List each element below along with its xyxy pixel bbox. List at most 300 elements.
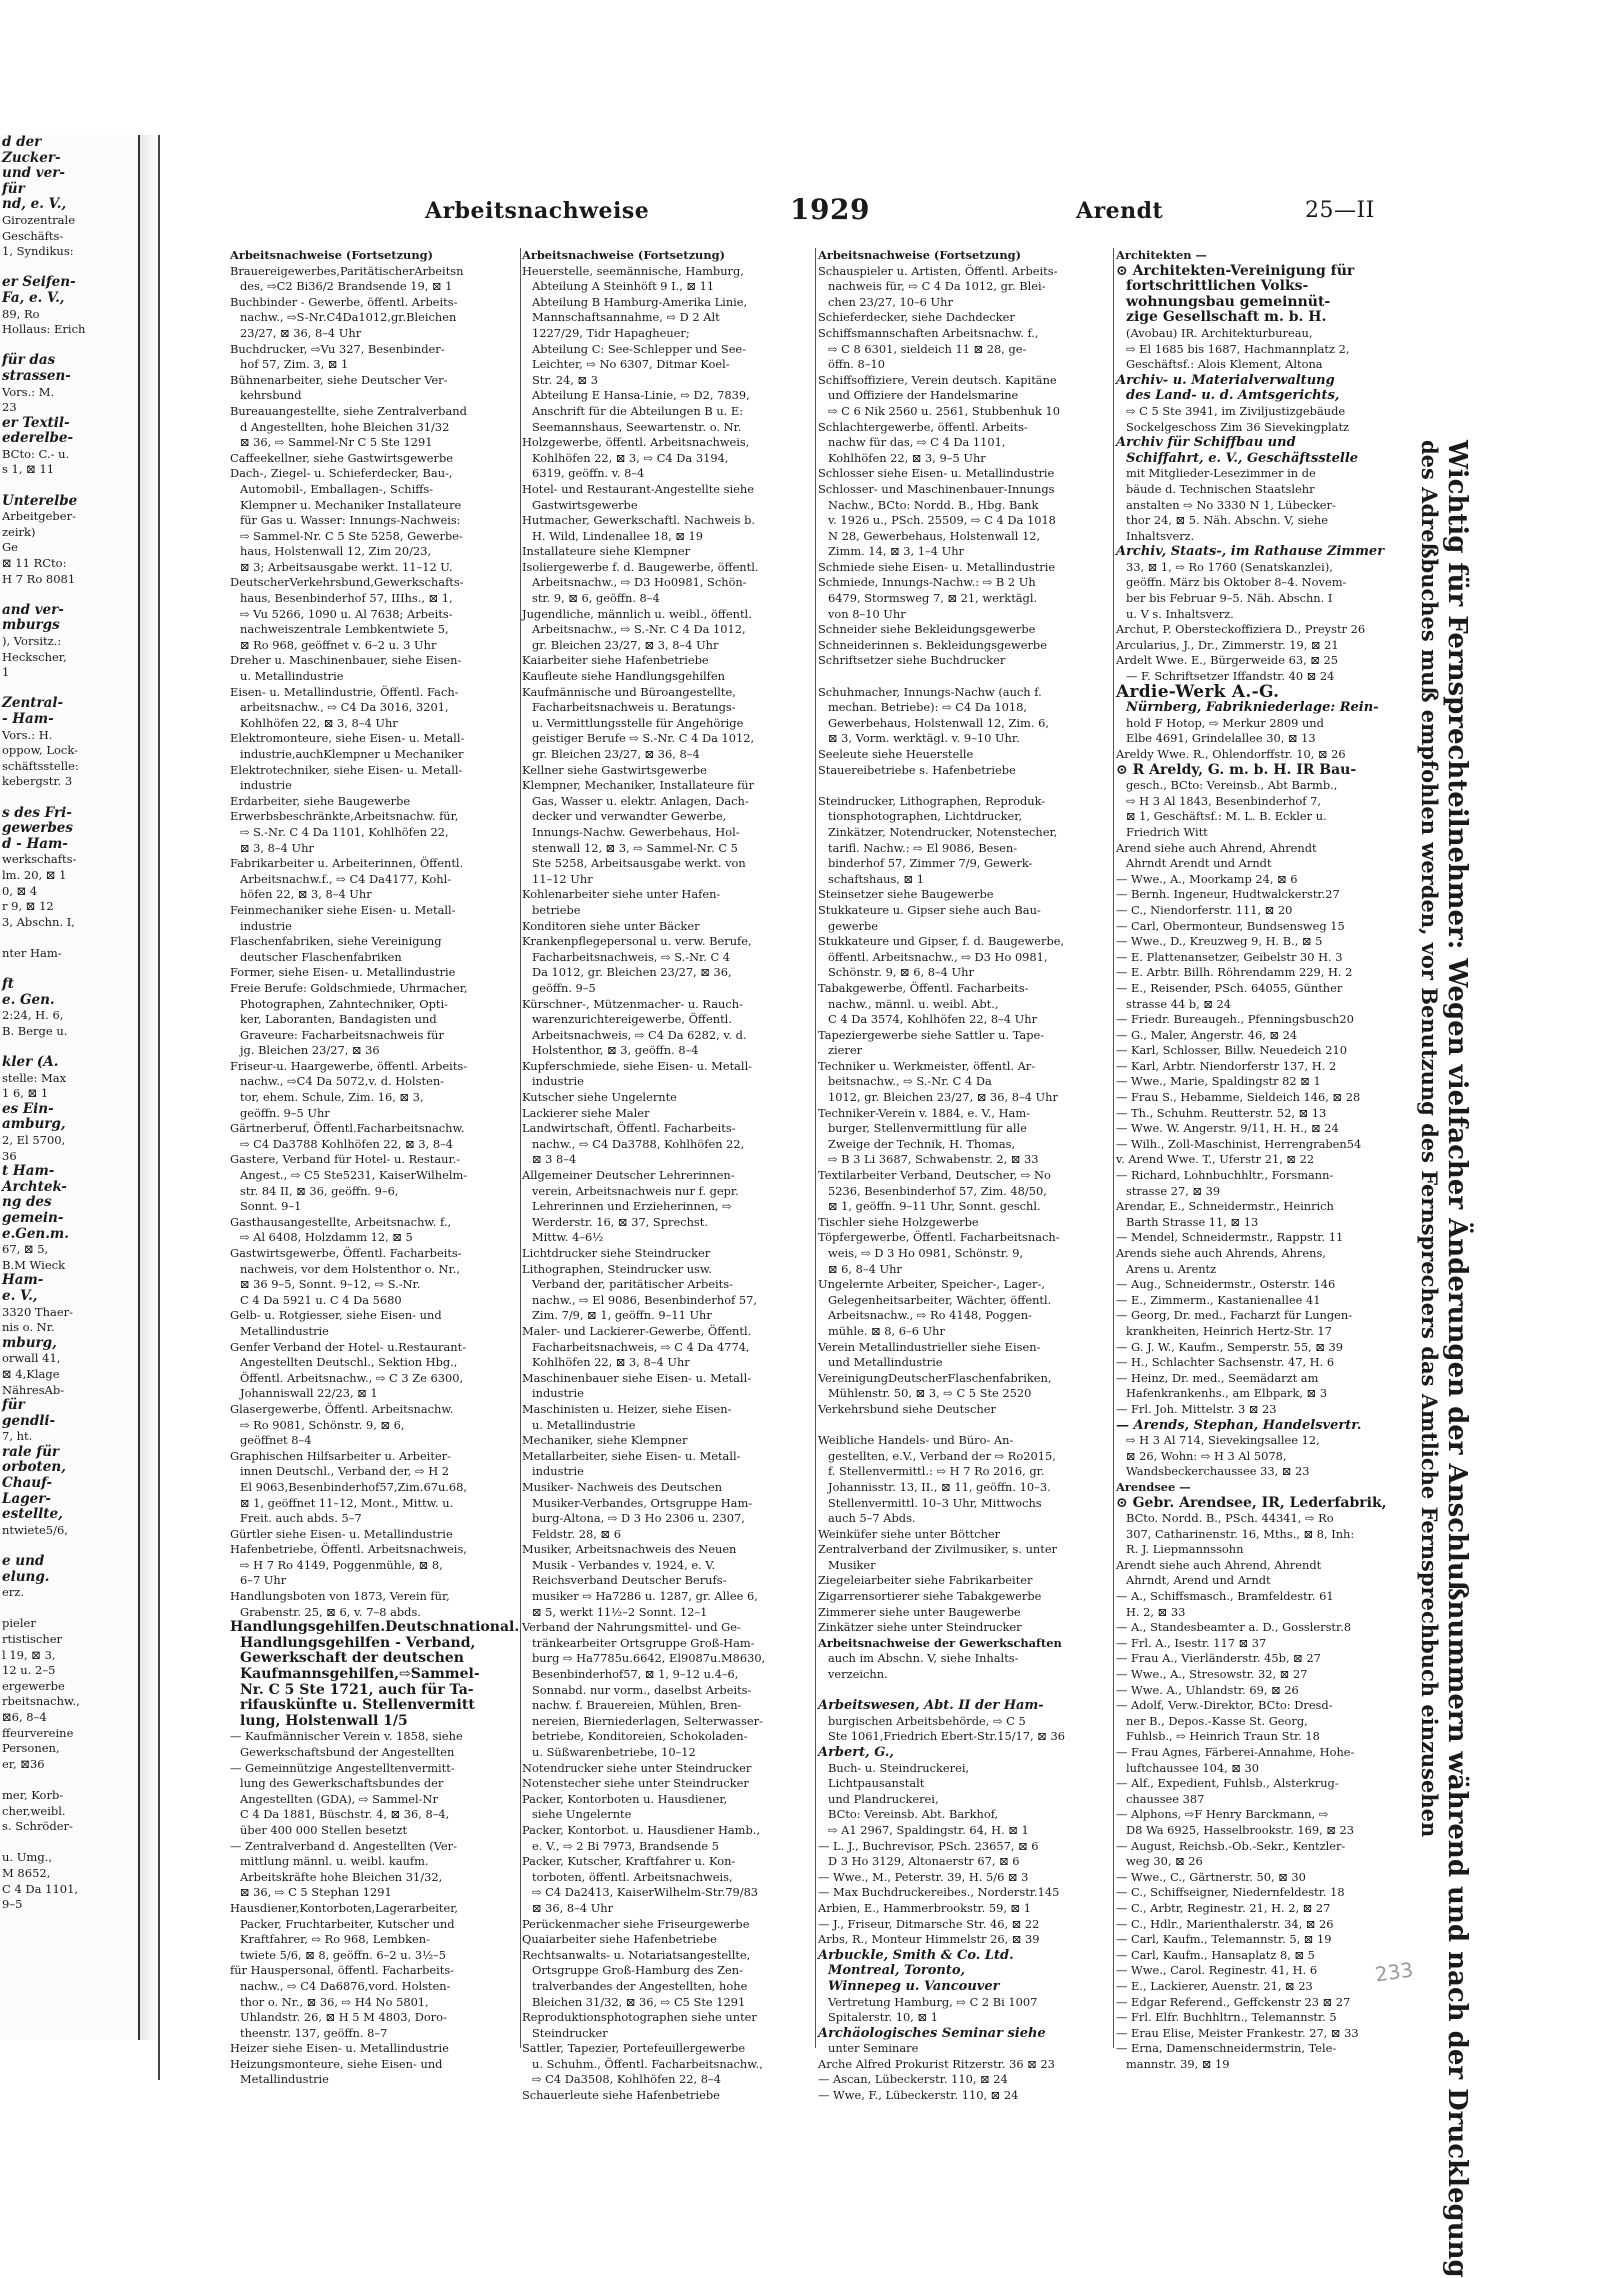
directory-entry-line: BCto: Vereinsb. Abt. Barkhof, <box>828 1807 999 1822</box>
directory-entry-line: Metallindustrie <box>240 1323 329 1338</box>
directory-entry-line: Archiv, Staats-, im Rathause Zimmer <box>1116 544 1385 560</box>
strip-line <box>0 930 138 946</box>
strip-line: B.M Wieck <box>2 1257 66 1272</box>
directory-entry-line: Metallindustrie <box>240 2072 329 2087</box>
directory-entry-line: Schmiede, Innungs-Nachw.: ⇨ B 2 Uh <box>818 575 1036 590</box>
directory-entry-line: gesch., BCto: Vereinsb., Abt Barmb., <box>1126 778 1338 793</box>
section-heading: Arbeitsnachweise (Fortsetzung) <box>522 248 725 262</box>
directory-entry-line: — Zentralverband d. Angestellten (Ver- <box>230 1838 457 1853</box>
directory-entry-line: — J., Friseur, Ditmarsche Str. 46, ⊠ 22 <box>818 1916 1040 1931</box>
directory-entry-line: torboten, öffentl. Arbeitsnachweis, <box>532 1869 733 1884</box>
directory-entry-line: Stauereibetriebe s. Hafenbetriebe <box>818 762 1016 777</box>
directory-entry-line: Kaiarbeiter siehe Hafenbetriebe <box>522 653 709 668</box>
strip-line: stelle: Max <box>2 1070 67 1085</box>
strip-line: nter Ham- <box>2 945 62 960</box>
directory-entry-line: ⊠ Ro 968, geöffnet v. 6–2 u. 3 Uhr <box>240 637 437 652</box>
directory-entry-line: zige Gesellschaft m. b. H. <box>1126 309 1327 326</box>
directory-entry-line: Arbeitsnachw., ⇨ D3 Ho0981, Schön- <box>532 575 747 590</box>
directory-entry-line: lung des Gewerkschaftsbundes der <box>240 1776 444 1791</box>
directory-entry-line: — Wwe. W. Angerstr. 9/11, H. H., ⊠ 24 <box>1116 1121 1339 1136</box>
directory-entry-line: tarifl. Nachw.: ⇨ El 9086, Besen- <box>828 840 1018 855</box>
directory-entry-line: Musik - Verbandes v. 1924, e. V. <box>532 1557 716 1572</box>
column-3 <box>818 248 1101 2103</box>
directory-entry-line: Maschinenbauer siehe Eisen- u. Metall- <box>522 1370 752 1385</box>
directory-entry-line <box>818 778 1101 794</box>
directory-entry-line: Schiffsmannschaften Arbeitsnachw. f., <box>818 325 1039 340</box>
directory-entry-line: Facharbeitsnachweis, ⇨ C 4 Da 4774, <box>532 1339 750 1354</box>
section-heading: Arbeitsnachweise der Gewerkschaften <box>818 1635 1062 1650</box>
strip-line <box>0 338 138 354</box>
directory-entry-line: Tapeziergewerbe siehe Sattler u. Tape- <box>818 1027 1045 1042</box>
directory-entry-line: Dach-, Ziegel- u. Schieferdecker, Bau-, <box>230 466 453 481</box>
strip-line: pieler <box>2 1616 36 1631</box>
directory-entry-line: ⇨ Sammel-Nr. C 5 Ste 5258, Gewerbe- <box>240 528 463 543</box>
directory-entry-line: Gelegenheitsarbeiter, Wächter, öffentl. <box>828 1292 1052 1307</box>
directory-entry-line: — Wwe., Carol. Reginestr. 41, H. 6 <box>1116 1963 1318 1978</box>
directory-entry-line: Zinkätzer siehe unter Steindrucker <box>818 1620 1022 1635</box>
directory-entry-line: — Carl, Kaufm., Hansaplatz 8, ⊠ 5 <box>1116 1947 1315 1962</box>
directory-entry-line: industrie <box>532 1074 584 1089</box>
strip-line: amburg, <box>2 1116 66 1133</box>
directory-entry-line: — L. J., Buchrevisor, PSch. 23657, ⊠ 6 <box>818 1838 1039 1853</box>
directory-entry-line: — E., Lackierer, Auenstr. 21, ⊠ 23 <box>1116 1978 1313 1993</box>
directory-entry-line: u. Metallindustrie <box>532 1417 636 1432</box>
directory-entry-line: Mittw. 4–6½ <box>532 1230 604 1245</box>
directory-entry-line: Arbs, R., Monteur Himmelstr 26, ⊠ 39 <box>818 1932 1040 1947</box>
strip-line: und ver- <box>2 165 65 182</box>
directory-entry-line: Da 1012, gr. Bleichen 23/27, ⊠ 36, <box>532 965 732 980</box>
directory-entry-line: Friedrich Witt <box>1126 824 1208 839</box>
directory-entry-line: Feldstr. 28, ⊠ 6 <box>532 1526 621 1541</box>
directory-entry-line: nachweis, vor dem Holstenthor o. Nr., <box>240 1261 460 1276</box>
directory-entry-line: Steindrucker, Lithographen, Reproduk- <box>818 793 1046 808</box>
directory-entry-line: Automobil-, Emballagen-, Schiffs- <box>240 481 434 496</box>
strip-line: gendli- <box>2 1412 56 1429</box>
directory-entry-line: — Karl, Schlosser, Billw. Neuedeich 210 <box>1116 1043 1348 1058</box>
directory-entry-line: Freit. auch abds. 5–7 <box>240 1511 362 1526</box>
directory-entry-line: Packer, Kontorbot. u. Hausdiener Hamb., <box>522 1822 761 1837</box>
directory-entry-line: — C., Niendorferstr. 111, ⊠ 20 <box>1116 902 1293 917</box>
directory-entry-line: kehrsbund <box>240 388 302 403</box>
column-1 <box>230 248 520 2087</box>
directory-entry-line: Barth Strasse 11, ⊠ 13 <box>1126 1214 1259 1229</box>
directory-entry-line: DeutscherVerkehrsbund,Gewerkschafts- <box>230 575 464 590</box>
strip-line: er, ⊠36 <box>2 1756 45 1771</box>
directory-entry-line: ⊠ 1, Geschäftsf.: M. L. B. Eckler u. <box>1126 809 1327 824</box>
directory-entry-line: Verkehrsbund siehe Deutscher <box>818 1401 996 1416</box>
directory-entry-line: Facharbeitsnachweis u. Beratungs- <box>532 700 736 715</box>
directory-entry-line: Techniker u. Werkmeister, öffentl. Ar- <box>818 1058 1036 1073</box>
directory-entry-line: Sonnt. 9–1 <box>240 1199 302 1214</box>
directory-entry-line: Mannschaftsannahme, ⇨ D 2 Alt <box>532 310 720 325</box>
directory-entry-line: über 400 000 Stellen besetzt <box>240 1822 408 1837</box>
directory-entry-line: Fuhlsb., ⇨ Heinrich Traun Str. 18 <box>1126 1729 1320 1744</box>
directory-entry-line: C 4 Da 1881, Büschstr. 4, ⊠ 36, 8–4, <box>240 1807 450 1822</box>
directory-entry-line: Caffeekellner, siehe Gastwirtsgewerbe <box>230 450 454 465</box>
directory-entry-line: gr. Bleichen 23/27, ⊠ 36, 8–4 <box>532 747 700 761</box>
directory-entry-line: geistiger Berufe ⇨ S.-Nr. C 4 Da 1012, <box>532 731 755 746</box>
directory-entry-line: Former, siehe Eisen- u. Metallindustrie <box>230 965 456 980</box>
directory-entry-line: mannstr. 39, ⊠ 19 <box>1126 2056 1230 2071</box>
directory-entry-line: — E., Reisender, PSch. 64055, Günther <box>1116 980 1343 995</box>
directory-entry-line: Hafenbetriebe, Öffentl. Arbeitsnachweis, <box>230 1542 467 1557</box>
strip-line: ⊠ 11 RCto: <box>2 556 67 571</box>
strip-line: 3320 Thaer- <box>2 1304 74 1319</box>
directory-entry-line: arbeitsnachw., ⇨ C4 Da 3016, 3201, <box>240 700 449 715</box>
directory-entry-line: Schlachtergewerbe, öffentl. Arbeits- <box>818 419 1028 434</box>
strip-line <box>0 1039 138 1055</box>
directory-entry-line: Arbeitswesen, Abt. II der Ham- <box>818 1698 1044 1714</box>
directory-entry-line: Quaiarbeiter siehe Hafenbetriebe <box>522 1932 717 1947</box>
page-gutter <box>140 135 158 2040</box>
directory-entry-line: Verband der, paritätischer Arbeits- <box>532 1277 733 1292</box>
directory-entry-line: Arbert, G., <box>818 1745 894 1760</box>
directory-entry-line: ⊠ 36, ⇨ C 5 Stephan 1291 <box>240 1885 392 1900</box>
directory-entry-line: Gärtnerberuf, Öffentl.Facharbeitsnachw. <box>230 1121 465 1136</box>
strip-line: 12 u. 2–5 <box>2 1663 56 1678</box>
strip-line: - Ham- <box>2 710 54 727</box>
directory-entry-line: ⇨ H 7 Ro 4149, Poggenmühle, ⊠ 8, <box>240 1557 443 1572</box>
directory-entry-line: Heizer siehe Eisen- u. Metallindustrie <box>230 2041 449 2056</box>
directory-entry-line: — Ascan, Lübeckerstr. 110, ⊠ 24 <box>818 2072 1008 2087</box>
directory-entry-line: Nürnberg, Fabrikniederlage: Rein- <box>1126 700 1379 716</box>
directory-entry-line: betriebe, Konditoreien, Schokoladen- <box>532 1729 748 1744</box>
directory-entry-line: wohnungsbau gemeinnüt- <box>1126 293 1331 310</box>
directory-entry-line: tionsphotographen, Lichtdrucker, <box>828 809 1023 824</box>
directory-entry-line: Notendrucker siehe unter Steindrucker <box>522 1760 752 1775</box>
directory-entry-line: — Adolf, Verw.-Direktor, BCto: Dresd- <box>1116 1698 1333 1713</box>
directory-entry-line: Textilarbeiter Verband, Deutscher, ⇨ No <box>818 1168 1051 1183</box>
directory-entry-line: Verein Metallindustrieller siehe Eisen- <box>818 1339 1041 1354</box>
directory-entry-line: Kellner siehe Gastwirtsgewerbe <box>522 762 707 777</box>
directory-entry-line: Packer, Kutscher, Kraftfahrer u. Kon- <box>522 1854 736 1869</box>
directory-entry-line: industrie <box>532 1464 584 1479</box>
directory-entry-line: ⇨ S.-Nr. C 4 Da 1101, Kohlhöfen 22, <box>240 824 449 839</box>
strip-line: 1 <box>2 665 10 680</box>
directory-entry-line: — E., Zimmerm., Kastanienallee 41 <box>1116 1292 1321 1307</box>
directory-entry-line: Jugendliche, männlich u. weibl., öffentl. <box>522 606 752 621</box>
directory-entry-line: Ste 5258, Arbeitsausgabe werkt. von <box>532 856 746 871</box>
directory-entry-line: rifauskünfte u. Stellenvermitt <box>240 1697 475 1714</box>
directory-entry-line: f. Stellenvermittl.: ⇨ H 7 Ro 2016, gr. <box>828 1464 1045 1479</box>
directory-entry-line: schaftshaus, ⊠ 1 <box>828 871 924 886</box>
directory-entry-line: decker und verwandter Gewerbe, <box>532 809 727 824</box>
directory-entry-line: Perückenmacher siehe Friseurgewerbe <box>522 1916 750 1931</box>
directory-entry-line: ⇨ C4 Da3788 Kohlhöfen 22, ⊠ 3, 8–4 <box>240 1136 454 1151</box>
directory-entry-line: Ungelernte Arbeiter, Speicher-, Lager-, <box>818 1277 1045 1292</box>
strip-line: Ham- <box>2 1272 44 1289</box>
directory-entry-line: Gas, Wasser u. elektr. Anlagen, Dach- <box>532 793 749 808</box>
directory-entry-line: hof 57, Zim. 3, ⊠ 1 <box>240 357 349 372</box>
directory-entry-line: Handlungsboten von 1873, Verein für, <box>230 1589 450 1604</box>
directory-entry-line: — A., Schiffsmasch., Bramfeldestr. 61 <box>1116 1589 1334 1604</box>
directory-entry-line: Spitalerstr. 10, ⊠ 1 <box>828 2010 938 2025</box>
directory-entry-line: — Wilh., Zoll-Maschinist, Herrengraben54 <box>1116 1136 1362 1151</box>
directory-entry-line: Ortsgruppe Groß-Hamburg des Zen- <box>532 1963 743 1978</box>
directory-entry-line: Lehrerinnen und Erzieherinnen, ⇨ <box>532 1199 732 1214</box>
directory-entry-line: ⇨ Ro 9081, Schönstr. 9, ⊠ 6, <box>240 1417 405 1432</box>
directory-entry-line: — Heinz, Dr. med., Seemädarzt am <box>1116 1370 1319 1385</box>
strip-line: strassen- <box>2 367 71 384</box>
directory-entry-line: Eisen- u. Metallindustrie, Öffentl. Fach- <box>230 684 459 699</box>
strip-line: Girozentrale <box>2 212 76 227</box>
directory-entry-line: krankheiten, Heinrich Hertz-Str. 17 <box>1126 1323 1332 1338</box>
directory-entry-line: haus, Holstenwall 12, Zim 20/23, <box>240 544 432 559</box>
directory-entry-line: — Carl, Kaufm., Telemannstr. 5, ⊠ 19 <box>1116 1932 1332 1947</box>
directory-entry-line: Archiv für Schiffbau und <box>1116 435 1296 451</box>
directory-entry-line: Zimm. 14, ⊠ 3, 1–4 Uhr <box>828 544 964 559</box>
directory-entry-line: höfen 22, ⊠ 3, 8–4 Uhr <box>240 887 372 902</box>
directory-entry-line: nachw., ⇨ C4 Da3788, Kohlhöfen 22, <box>532 1136 745 1151</box>
directory-entry-line: nachw., ⇨ El 9086, Besenbinderhof 57, <box>532 1292 758 1307</box>
directory-entry-line: chaussee 387 <box>1126 1791 1205 1806</box>
directory-entry-line: Zimmerer siehe unter Baugewerbe <box>818 1604 1021 1619</box>
directory-entry-line: Zigarrensortierer siehe Tabakgewerbe <box>818 1589 1042 1604</box>
directory-entry-line: — Gemeinnützige Angestelltenvermitt- <box>230 1760 455 1775</box>
directory-entry-line: gewerbe <box>828 918 879 933</box>
directory-entry-line: des, ⇨C2 Bi36/2 Brandsende 19, ⊠ 1 <box>240 279 453 294</box>
directory-entry-line: u. V s. Inhaltsverz. <box>1126 606 1234 621</box>
directory-entry-line: Lichtdrucker siehe Steindrucker <box>522 1246 711 1260</box>
directory-entry-line: Schriftsetzer siehe Buchdrucker <box>818 653 1006 668</box>
directory-entry-line: Arbeitskräfte hohe Bleichen 31/32, <box>240 1869 443 1884</box>
directory-entry-line: — C., Arbtr, Reginestr. 21, H. 2, ⊠ 27 <box>1116 1900 1331 1915</box>
directory-entry-line: Arche Alfred Prokurist Ritzerstr. 36 ⊠ 23 <box>818 2056 1055 2071</box>
strip-line: ffeurvereine <box>2 1725 74 1740</box>
directory-entry-line: Lithographen, Steindrucker usw. <box>522 1261 712 1276</box>
strip-line: C 4 Da 1101, <box>2 1881 79 1896</box>
strip-line <box>0 587 138 603</box>
column-2 <box>522 248 805 2103</box>
strip-line: Chauf- <box>2 1475 53 1492</box>
directory-entry-line: — Friedr. Bureaugeh., Pfenningsbusch20 <box>1116 1012 1354 1027</box>
directory-entry-line: 307, Catharinenstr. 16, Mths., ⊠ 8, Inh: <box>1126 1526 1355 1541</box>
directory-entry-line: Arendt siehe auch Ahrend, Ahrendt <box>1116 1557 1322 1572</box>
directory-entry-line: nachweiszentrale Lembkentwiete 5, <box>240 622 449 637</box>
directory-entry-line: Ardelt Wwe. E., Bürgerweide 63, ⊠ 25 <box>1116 653 1338 668</box>
strip-line: Vors.: M. <box>2 384 55 399</box>
directory-entry-line: Angestellten Deutschl., Sektion Hbg., <box>240 1355 458 1370</box>
directory-entry-line: tralverbandes der Angestellten, hohe <box>532 1978 748 1993</box>
strip-line: 7, ht. <box>2 1429 33 1444</box>
strip-line <box>0 790 138 806</box>
directory-entry-line: strasse 27, ⊠ 39 <box>1126 1183 1221 1198</box>
directory-entry-line: 6319, geöffn. v. 8–4 <box>532 466 645 481</box>
directory-entry-line: ⇨ Al 6408, Holzdamm 12, ⊠ 5 <box>240 1230 413 1245</box>
directory-entry-line: burgischen Arbeitsbehörde, ⇨ C 5 <box>828 1713 1026 1728</box>
directory-entry-line: tränkearbeiter Ortsgruppe Groß-Ham- <box>532 1635 755 1650</box>
directory-entry-line: H. Wild, Lindenallee 18, ⊠ 19 <box>532 528 703 543</box>
directory-entry-line: Arbuckle, Smith & Co. Ltd. <box>818 1947 1014 1963</box>
directory-entry-line: beitsnachw., ⇨ S.-Nr. C 4 Da <box>828 1074 992 1089</box>
directory-entry-line: — C., Schiffseigner, Niedernfeldestr. 18 <box>1116 1885 1345 1900</box>
range-label: Arendt <box>1076 198 1164 224</box>
directory-entry-line: u. Süßwarenbetriebe, 10–12 <box>532 1745 696 1759</box>
strip-line: Vors.: H. <box>2 727 53 742</box>
directory-entry-line: und Plandruckerei, <box>828 1791 939 1806</box>
directory-entry-line: Weibliche Handels- und Büro- An- <box>818 1433 1014 1448</box>
directory-entry-line: Töpfergewerbe, Öffentl. Facharbeitsnach- <box>818 1230 1060 1245</box>
directory-entry-line: (Avobau) IR. Architekturbureau, <box>1126 325 1313 340</box>
strip-line: kler (A. <box>2 1054 59 1071</box>
directory-entry-line: Ste 1061,Friedrich Ebert-Str.15/17, ⊠ 36 <box>828 1729 1065 1744</box>
directory-entry-line: Buchbinder - Gewerbe, öffentl. Arbeits- <box>230 294 458 309</box>
strip-line: es Ein- <box>2 1100 54 1117</box>
directory-entry-line: mit Mitglieder-Lesezimmer in de <box>1126 466 1316 481</box>
directory-entry-line: Buchdrucker, ⇨Vu 327, Besenbinder- <box>230 341 445 356</box>
directory-entry-line: Gasthausangestellte, Arbeitsnachw. f., <box>230 1214 452 1229</box>
directory-entry-line: — Frau Agnes, Färberei-Annahme, Hohe- <box>1116 1745 1355 1759</box>
column-4 <box>1116 248 1399 2071</box>
directory-entry-line: Handlungsgehilfen - Verband, <box>240 1634 476 1651</box>
directory-entry-line: — A., Standesbeamter a. D., Gosslerstr.8 <box>1116 1620 1352 1635</box>
strip-line: e und <box>2 1553 45 1570</box>
directory-entry-line: ⇨ C4 Da3508, Kohlhöfen 22, 8–4 <box>532 2072 721 2087</box>
strip-line: and ver- <box>2 601 64 618</box>
directory-entry-line: ⊠ 26, Wohn: ⇨ H 3 Al 5078, <box>1126 1448 1287 1463</box>
directory-entry-line: industrie <box>240 918 292 933</box>
directory-entry-line: nachw., männl. u. weibl. Abt., <box>828 996 999 1011</box>
directory-entry-line: — H., Schlachter Sachsenstr. 47, H. 6 <box>1116 1355 1335 1370</box>
strip-line: mburgs <box>2 617 60 634</box>
strip-line: s 1, ⊠ 11 <box>2 462 55 477</box>
directory-entry-line: Zentralverband der Zivilmusiker, s. unter <box>818 1542 1058 1557</box>
strip-line: ), Vorsitz.: <box>2 634 62 648</box>
strip-line <box>0 1601 138 1617</box>
directory-entry-line: N 28, Gewerbehaus, Holstenwall 12, <box>828 528 1041 543</box>
directory-entry-line: — Wwe, F., Lübeckerstr. 110, ⊠ 24 <box>818 2088 1019 2103</box>
directory-entry-line: Abteilung A Steinhöft 9 I., ⊠ 11 <box>532 279 715 294</box>
directory-entry-line: Photographen, Zahntechniker, Opti- <box>240 996 448 1011</box>
strip-line: Lager- <box>2 1490 51 1507</box>
directory-entry-line: Schauspieler u. Artisten, Öffentl. Arbeits- <box>818 263 1058 278</box>
directory-entry-line: — Wwe., Marie, Spaldingstr 82 ⊠ 1 <box>1116 1074 1321 1089</box>
page-number: 25—II <box>1305 198 1375 223</box>
directory-entry-line: Abteilung C: See-Schlepper und See- <box>532 341 747 356</box>
directory-entry-line: Maler- und Lackierer-Gewerbe, Öffentl. <box>522 1323 752 1338</box>
directory-entry-line: Facharbeitsnachweis, ⇨ S.-Nr. C 4 <box>532 949 731 964</box>
directory-entry-line: d Angestellten, hohe Bleichen 31/32 <box>240 419 450 434</box>
directory-entry-line: für Gas u. Wasser: Innungs-Nachweis: <box>240 513 461 528</box>
directory-entry-line: betriebe <box>532 902 581 917</box>
directory-entry-line: Isoliergewerbe f. d. Baugewerbe, öffentl. <box>522 559 759 574</box>
directory-entry-line: Stukkateure und Gipser, f. d. Baugewerbe, <box>818 934 1065 949</box>
directory-entry-line: Seeleute siehe Heuerstelle <box>818 747 974 761</box>
directory-entry-line: öffentl. Arbeitsnachw., ⇨ D3 Ho 0981, <box>828 949 1048 964</box>
strip-line: H 7 Ro 8081 <box>2 571 76 586</box>
directory-entry-line: nereien, Bierniederlagen, Selterwasser- <box>532 1713 763 1728</box>
directory-entry-line: Str. 24, ⊠ 3 <box>532 372 598 387</box>
directory-entry-line: — Wwe., A., Moorkamp 24, ⊠ 6 <box>1116 871 1298 886</box>
strip-line <box>0 260 138 276</box>
directory-entry-line: — Alphons, ⇨F Henry Barckmann, ⇨ <box>1116 1807 1329 1822</box>
directory-entry-line: Friseur-u. Haargewerbe, öffentl. Arbeits- <box>230 1058 468 1073</box>
column-divider <box>520 248 521 2048</box>
directory-entry-line: ⊠ 1, geöffn. 9–11 Uhr, Sonnt. geschl. <box>828 1199 1041 1214</box>
strip-line: M 8652, <box>2 1865 51 1880</box>
strip-line: er Textil- <box>2 414 70 431</box>
directory-entry-line: Areldy Wwe. R., Ohlendorffstr. 10, ⊠ 26 <box>1116 747 1346 761</box>
strip-line: 1, Syndikus: <box>2 244 74 259</box>
directory-entry-line: 33, ⊠ 1, ⇨ Ro 1760 (Senatskanzlei), <box>1126 559 1333 574</box>
directory-entry-line: Gastere, Verband für Hotel- u. Restaur.- <box>230 1152 461 1167</box>
directory-entry-line: Gürtler siehe Eisen- u. Metallindustrie <box>230 1526 453 1541</box>
directory-entry-line: — E. Plattenansetzer, Geibelstr 30 H. 3 <box>1116 949 1343 964</box>
directory-entry-line: u. Vermittlungsstelle für Angehörige <box>532 715 744 730</box>
strip-line: 0, ⊠ 4 <box>2 883 38 898</box>
directory-entry-line: Nr. C 5 Ste 1721, auch für Ta- <box>240 1681 474 1698</box>
directory-entry-line: Ardie-Werk A.-G. <box>1116 681 1280 702</box>
strip-line: mer, Korb- <box>2 1787 64 1802</box>
directory-entry-line: und Metallindustrie <box>828 1355 943 1370</box>
directory-entry-line: Kupferschmiede, siehe Eisen- u. Metall- <box>522 1058 753 1073</box>
notice-line-2: des Adreßbuches muß empfohlen werden, vor Benutzung des Fernsprechers das Amtliche Fernsprechbuch einzusehen <box>1417 440 1442 1838</box>
directory-entry-line: ⊠ 36 9–5, Sonnt. 9–12, ⇨ S.-Nr. <box>240 1277 421 1292</box>
directory-entry-line: Bureauangestellte, siehe Zentralverband <box>230 403 467 418</box>
section-title: Arbeitsnachweise <box>425 198 650 224</box>
directory-entry-line: Vertretung Hamburg, ⇨ C 2 Bi 1007 <box>828 1994 1038 2009</box>
strip-line: gewerbes <box>2 820 73 837</box>
strip-line: e.Gen.m. <box>2 1225 69 1242</box>
directory-entry-line: — F. Schriftsetzer Iffandstr. 40 ⊠ 24 <box>1126 669 1335 684</box>
directory-entry-line: — Erau Elise, Meister Frankestr. 27, ⊠ 33 <box>1116 2025 1359 2040</box>
directory-entry-line: Tischler siehe Holzgewerbe <box>818 1214 979 1229</box>
directory-entry-line: u. Metallindustrie <box>240 669 344 684</box>
column-divider <box>815 248 816 2048</box>
directory-entry-line: Zim. 7/9, ⊠ 1, geöffn. 9–11 Uhr <box>532 1308 712 1323</box>
strip-line: ft <box>2 976 15 993</box>
directory-entry-line: Kaufmännische und Büroangestellte, <box>522 684 736 699</box>
strip-line: 67, ⊠ 5, <box>2 1242 49 1257</box>
directory-entry-line: Gelb- u. Rotgiesser, siehe Eisen- und <box>230 1308 442 1323</box>
directory-entry-line: ⊠ 3, 8–4 Uhr <box>240 840 314 855</box>
directory-entry-line: ber bis Februar 9–5. Näh. Abschn. I <box>1126 591 1333 606</box>
directory-entry-line: Mechaniker, siehe Klempner <box>522 1433 688 1448</box>
strip-line: 2:24, H. 6, <box>2 1008 64 1023</box>
directory-entry-line: haus, Besenbinderhof 57, IIIhs., ⊠ 1, <box>240 591 453 606</box>
directory-entry-line: Kohlenarbeiter siehe unter Hafen- <box>522 887 721 902</box>
directory-entry-line: nachw für das, ⇨ C 4 Da 1101, <box>828 435 1006 450</box>
directory-entry-line: — Frau S., Hebamme, Sieldeich 146, ⊠ 28 <box>1116 1090 1361 1105</box>
strip-line: Ge <box>2 540 18 555</box>
directory-entry-line: — Frl. A., Isestr. 117 ⊠ 37 <box>1116 1635 1267 1650</box>
strip-line: 36 <box>2 1148 17 1163</box>
directory-entry-line: Flaschenfabriken, siehe Vereinigung <box>230 934 442 949</box>
directory-entry-line: Kohlhöfen 22, ⊠ 3, 9–5 Uhr <box>828 450 986 465</box>
directory-entry-line: nachw., ⇨C4 Da 5072,v. d. Holsten- <box>240 1074 445 1089</box>
directory-entry-line: Innungs-Nachw. Gewerbehaus, Hol- <box>532 824 740 839</box>
directory-entry-line: D 3 Ho 3129, Altonaerstr 67, ⊠ 6 <box>828 1854 1020 1869</box>
directory-entry-line: Arend siehe auch Ahrend, Ahrendt <box>1116 840 1317 855</box>
directory-entry-line: — Bernh. Ingeneur, Hudtwalckerstr.27 <box>1116 887 1340 902</box>
directory-entry-line: auch im Abschn. V, siehe Inhalts- <box>828 1651 1019 1666</box>
directory-entry-line: gestellten, e.V., Verband der ⇨ Ro2015, <box>828 1448 1056 1463</box>
directory-entry-line: Musiker, Arbeitsnachweis des Neuen <box>522 1542 737 1557</box>
directory-entry-line: Werderstr. 16, ⊠ 37, Sprechst. <box>532 1214 708 1229</box>
directory-entry-line: ⇨ C 5 Ste 3941, im Ziviljustizgebäude <box>1126 403 1346 418</box>
directory-entry-line: Archäologisches Seminar siehe <box>818 2025 1046 2041</box>
directory-entry-line: Kohlhöfen 22, ⊠ 3, 8–4 Uhr <box>532 1355 690 1370</box>
directory-entry-line: — Mendel, Schneidermstr., Rappstr. 11 <box>1116 1230 1344 1245</box>
directory-entry-line: Kürschner-, Mützenmacher- u. Rauch- <box>522 996 743 1011</box>
directory-entry-line: Genfer Verband der Hotel- u.Restaurant- <box>230 1339 467 1354</box>
directory-entry-line: Angest., ⇨ C5 Ste5231, KaiserWilhelm- <box>240 1168 468 1183</box>
directory-entry-line: geöffn. März bis Oktober 8–4. Novem- <box>1126 575 1347 590</box>
directory-entry-line: industrie,auchKlempner u Mechaniker <box>240 747 464 761</box>
directory-entry-line: Krankenpflegepersonal u. verw. Berufe, <box>522 934 752 949</box>
directory-entry-line: Maschinisten u. Heizer, siehe Eisen- <box>522 1401 732 1416</box>
directory-entry-line: Glasergewerbe, Öffentl. Arbeitsnachw. <box>230 1401 454 1416</box>
